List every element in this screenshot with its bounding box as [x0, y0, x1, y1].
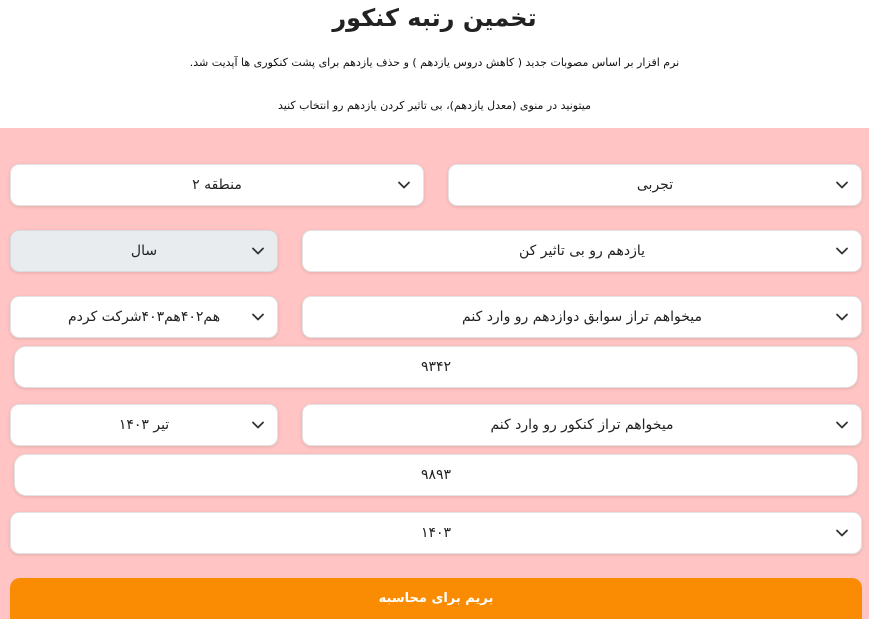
- page-title: تخمین رتبه کنکور: [332, 4, 537, 32]
- calculate-button[interactable]: [10, 578, 862, 619]
- konkur-option-value: میخواهم تراز کنکور رو وارد کنم: [490, 417, 674, 433]
- twelfth-option-select[interactable]: [302, 296, 862, 338]
- target-year-value: ۱۴۰۳: [420, 525, 452, 541]
- chevron-down-icon: [835, 178, 849, 192]
- chevron-down-icon: [835, 418, 849, 432]
- page-header: [0, 0, 869, 128]
- twelfth-option-value: میخواهم تراز سوابق دوازدهم رو وارد کنم: [462, 309, 702, 325]
- calculate-button-label: بریم برای محاسبه: [378, 591, 494, 606]
- chevron-down-icon: [835, 526, 849, 540]
- update-notice: نرم افزار بر اساس مصوبات جدید ( کاهش دروس یازدهم ) و حذف یازدهم برای پشت کنکوری ها آپدیت شد.: [189, 56, 680, 69]
- konkur-option-select[interactable]: [302, 404, 862, 446]
- twelfth-score-input[interactable]: [14, 346, 858, 388]
- field-track-select[interactable]: [448, 164, 862, 206]
- chevron-down-icon: [251, 244, 265, 258]
- chevron-down-icon: [251, 418, 265, 432]
- chevron-down-icon: [835, 310, 849, 324]
- region-select[interactable]: [10, 164, 424, 206]
- chevron-down-icon: [251, 310, 265, 324]
- chevron-down-icon: [835, 244, 849, 258]
- konkur-session-value: تیر ۱۴۰۳: [118, 417, 170, 433]
- eleventh-year-select[interactable]: [10, 230, 278, 272]
- konkur-session-select[interactable]: [10, 404, 278, 446]
- target-year-select[interactable]: [10, 512, 862, 554]
- chevron-down-icon: [397, 178, 411, 192]
- eleventh-option-value: یازدهم رو بی تاثیر کن: [518, 243, 646, 259]
- eleventh-hint: میتونید در منوی (معدل یازدهم)، بی تاثیر کردن یازدهم رو انتخاب کنید: [277, 99, 592, 112]
- eleventh-option-select[interactable]: [302, 230, 862, 272]
- twelfth-participation-select[interactable]: [10, 296, 278, 338]
- konkur-score-input[interactable]: [14, 454, 858, 496]
- konkur-score-value: ۹۸۹۳: [420, 467, 452, 483]
- region-value: منطقه ۲: [192, 177, 242, 193]
- eleventh-year-value: سال: [130, 243, 158, 259]
- twelfth-participation-value: هم۴۰۲هم۴۰۳شرکت کردم: [67, 309, 221, 325]
- twelfth-score-value: ۹۳۴۲: [420, 359, 452, 375]
- field-track-value: تجربی: [636, 177, 674, 193]
